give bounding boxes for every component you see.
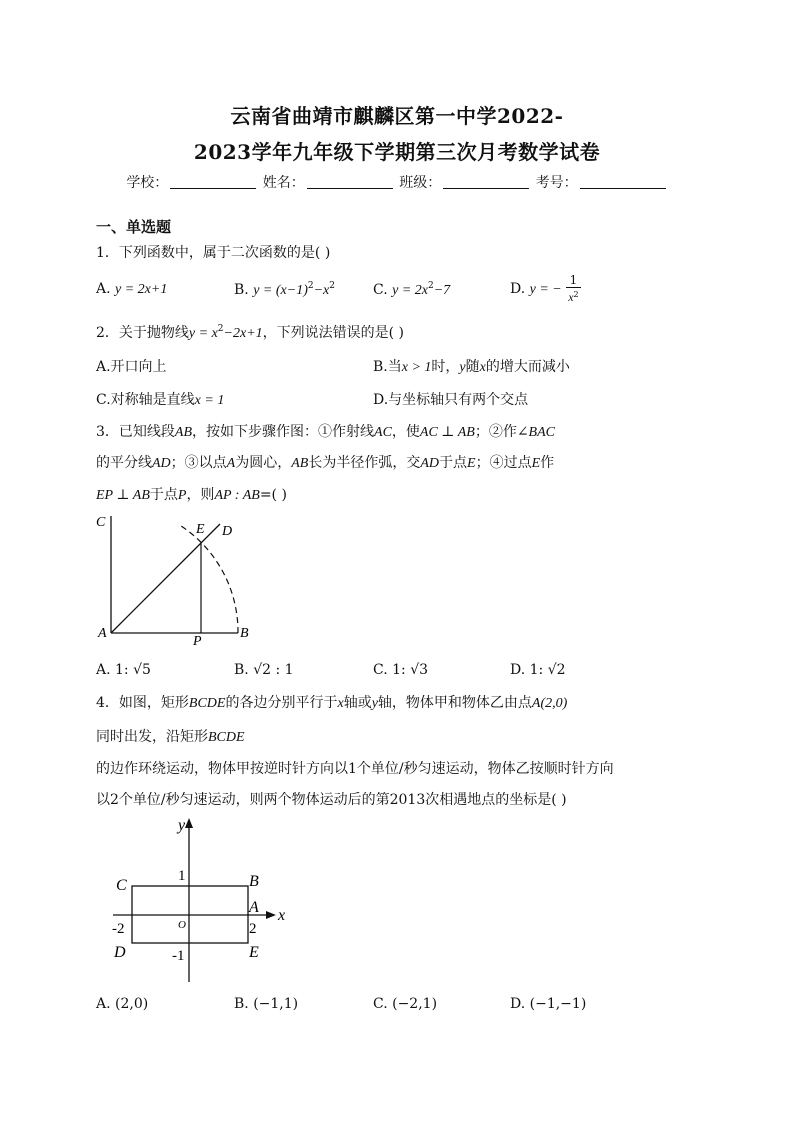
q4-l1-m4: A(2,0) [531,696,568,711]
q2-option-c[interactable] [96,389,224,409]
q3-arc [178,524,238,633]
q1-option-d-den-var: x [568,290,574,304]
q3-l1-t3: ，使 [391,424,420,440]
q1-option-a[interactable] [96,281,167,298]
q3-l3-t3: =( ) [259,487,287,503]
q4-x-axis-arrow [266,911,276,919]
q4-label-x: x [278,907,286,924]
q4-stem-line4: 以2个单位/秒匀速运动，则两个物体运动后的第2013次相遇地点的坐标是( ) [96,792,567,808]
q2-stem-exp: 2 [217,324,224,334]
q2-option-b[interactable] [373,356,570,376]
q3-l2-t5: 于点 [439,455,468,471]
q2-stem [96,322,404,342]
q4-label-y: y [178,817,186,834]
q4-l1-m1: BCDE [188,696,226,711]
q3-label-b: B [240,626,249,641]
q4-label-d: D [114,944,126,961]
q2-option-b-m1: x > 1 [401,360,432,375]
q3-l2-t3: 为圆心， [235,455,292,471]
q2-option-b-t2: 时， [431,359,460,375]
q4-tick-neg1: -1 [172,948,185,964]
name-label: 姓名： [262,175,305,191]
q4-tick-neg2: -2 [112,921,125,937]
q3-label-e: E [196,522,205,537]
q3-label-c: C [96,515,106,530]
q4-l1-t4: 轴，物体甲和物体乙由点 [377,695,532,711]
q3-l2-m5: E [467,456,476,471]
q3-l1-t4: ；②作 [474,424,517,440]
q4-option-c[interactable]: C. (−2,1) [373,996,438,1012]
exam-title-line2: 2023学年九年级下学期第三次月考数学试卷 [193,140,601,164]
q1-option-d-fraction [566,274,580,304]
q2-option-b-m3: x [479,360,486,375]
exam-title-line1: 云南省曲靖市麒麟区第一中学2022- [230,104,564,128]
q1-option-b-prefix: B. [234,282,254,298]
school-label: 学校： [126,175,169,191]
q4-label-e: E [249,944,259,961]
q1-option-d-numerator: 1 [566,274,580,288]
q4-option-a[interactable]: A. (2,0) [96,996,149,1012]
q3-stem-line1 [96,421,555,441]
q4-option-d[interactable]: D. (−1,−1) [510,996,587,1012]
q4-l1-t1: 4．如图，矩形 [96,695,189,711]
q3-l1-t2: ，按如下步骤作图：①作射线 [192,424,375,440]
q1-option-c-prefix: C. [373,282,393,298]
q1-option-d-denominator [566,288,580,304]
q2-option-b-m2: y [459,360,466,375]
q4-label-b: B [249,873,259,890]
q3-l2-m1: AD [152,456,171,471]
name-field[interactable] [307,188,393,189]
school-field[interactable] [170,188,256,189]
q3-option-a[interactable]: A. 1: √5 [96,662,151,678]
q2-option-b-t3: 随 [465,359,480,375]
q3-l1-m4: ∠BAC [516,425,555,440]
q1-option-d[interactable] [510,274,581,304]
q1-option-b-tail: −x [313,283,330,298]
q3-l2-t2: ；③以点 [170,455,227,471]
q1-option-c-tail: −7 [433,283,451,298]
q1-option-c-exp: 2 [428,281,434,291]
q3-l3-m1: EP ⊥ AB [96,488,150,503]
q1-option-b-exp: 2 [307,281,314,291]
q3-option-b[interactable]: B. √2 : 1 [234,662,294,678]
q3-l2-m4: AD [420,456,440,471]
q1-option-a-prefix: A. [96,281,116,297]
q2-option-a[interactable]: A.开口向上 [96,359,167,375]
q4-stem-line3: 的边作环绕运动，物体甲按逆时针方向以1个单位/秒匀速运动，物体乙按顺时针方向 [96,761,614,777]
q3-l3-m3: AP : AB [214,488,260,503]
q3-l3-t1: 于点 [149,487,178,503]
q3-l1-m1: AB [174,425,193,440]
q4-l1-t3: 轴或 [343,695,372,711]
q4-stem-line1 [96,692,567,712]
q1-stem: 1．下列函数中，属于二次函数的是( ) [96,245,331,261]
q2-option-c-math: x = 1 [194,393,225,408]
q3-l2-t6: ；④过点 [475,455,532,471]
student-info-line [0,172,794,192]
q2-stem-text1: 2．关于抛物线 [96,325,189,341]
q3-label-d: D [222,524,233,539]
q1-option-a-expr: y = 2x+1 [115,282,168,297]
q2-option-d[interactable]: D.与坐标轴只有两个交点 [373,392,529,408]
q4-y-axis-arrow [185,818,193,828]
q3-label-a: A [98,626,107,641]
q4-label-o: O [178,919,186,931]
class-field[interactable] [443,188,529,189]
q2-option-c-text: C.对称轴是直线 [96,392,195,408]
q2-option-b-t1: B.当 [373,359,402,375]
q1-option-d-expr: y = − [529,282,562,297]
q1-option-c-expr: y = 2x [392,283,428,298]
q2-stem-text2: ，下列说法错误的是( ) [262,325,405,341]
q3-l1-m2: AC [374,425,392,440]
q4-stem-line2 [96,726,245,746]
q1-option-c[interactable] [373,281,450,299]
q3-l2-t7: 作 [540,455,555,471]
exam-number-label: 考号： [535,175,578,191]
q3-l1-t1: 3．已知线段 [96,424,175,440]
q4-tick-2: 2 [249,921,257,937]
q1-option-b[interactable] [234,281,335,299]
q4-l1-m3: y [371,696,378,711]
q4-label-c: C [116,877,127,894]
q3-l3-t2: ，则 [186,487,215,503]
q3-label-p: P [193,634,202,648]
q3-l2-m6: E [531,456,541,471]
q1-option-b-expr: y = (x−1) [253,283,308,298]
q2-stem-math2: −2x+1 [223,326,263,341]
q4-l1-m2: x [337,696,344,711]
q4-tick-1: 1 [178,868,186,884]
q3-l2-t4: 长为半径作弧，交 [308,455,421,471]
q2-stem-math: y = x [188,326,218,341]
q1-option-d-prefix: D. [510,281,530,297]
q3-stem-line2 [96,452,554,472]
q3-l2-m3: AB [291,456,309,471]
q3-l3-m2: P [177,488,187,503]
q3-option-d[interactable]: D. 1: √2 [510,662,566,678]
q1-option-b-exp2: 2 [329,281,335,291]
q4-option-b[interactable]: B. (−1,1) [234,996,299,1012]
q2-option-b-t4: 的增大而减小 [485,359,570,375]
section-title: 一、单选题 [96,218,172,236]
exam-number-field[interactable] [580,188,666,189]
q3-l2-t1: 的平分线 [96,455,152,471]
q4-label-a: A [249,899,259,916]
q3-stem-line3 [96,484,287,504]
q3-l2-m2: A [226,456,236,471]
q3-l1-m3: AC ⊥ AB [419,425,475,440]
q4-l2-m1: BCDE [208,730,245,745]
class-label: 班级： [399,175,442,191]
q3-ray-ad [111,524,220,633]
q3-option-c[interactable]: C. 1: √3 [373,662,429,678]
q4-figure [108,814,298,984]
q1-option-d-den-exp: 2 [573,290,579,299]
q4-l1-t2: 的各边分别平行于 [225,695,338,711]
q4-l2-t1: 同时出发，沿矩形 [96,729,208,745]
q3-figure [90,508,260,648]
